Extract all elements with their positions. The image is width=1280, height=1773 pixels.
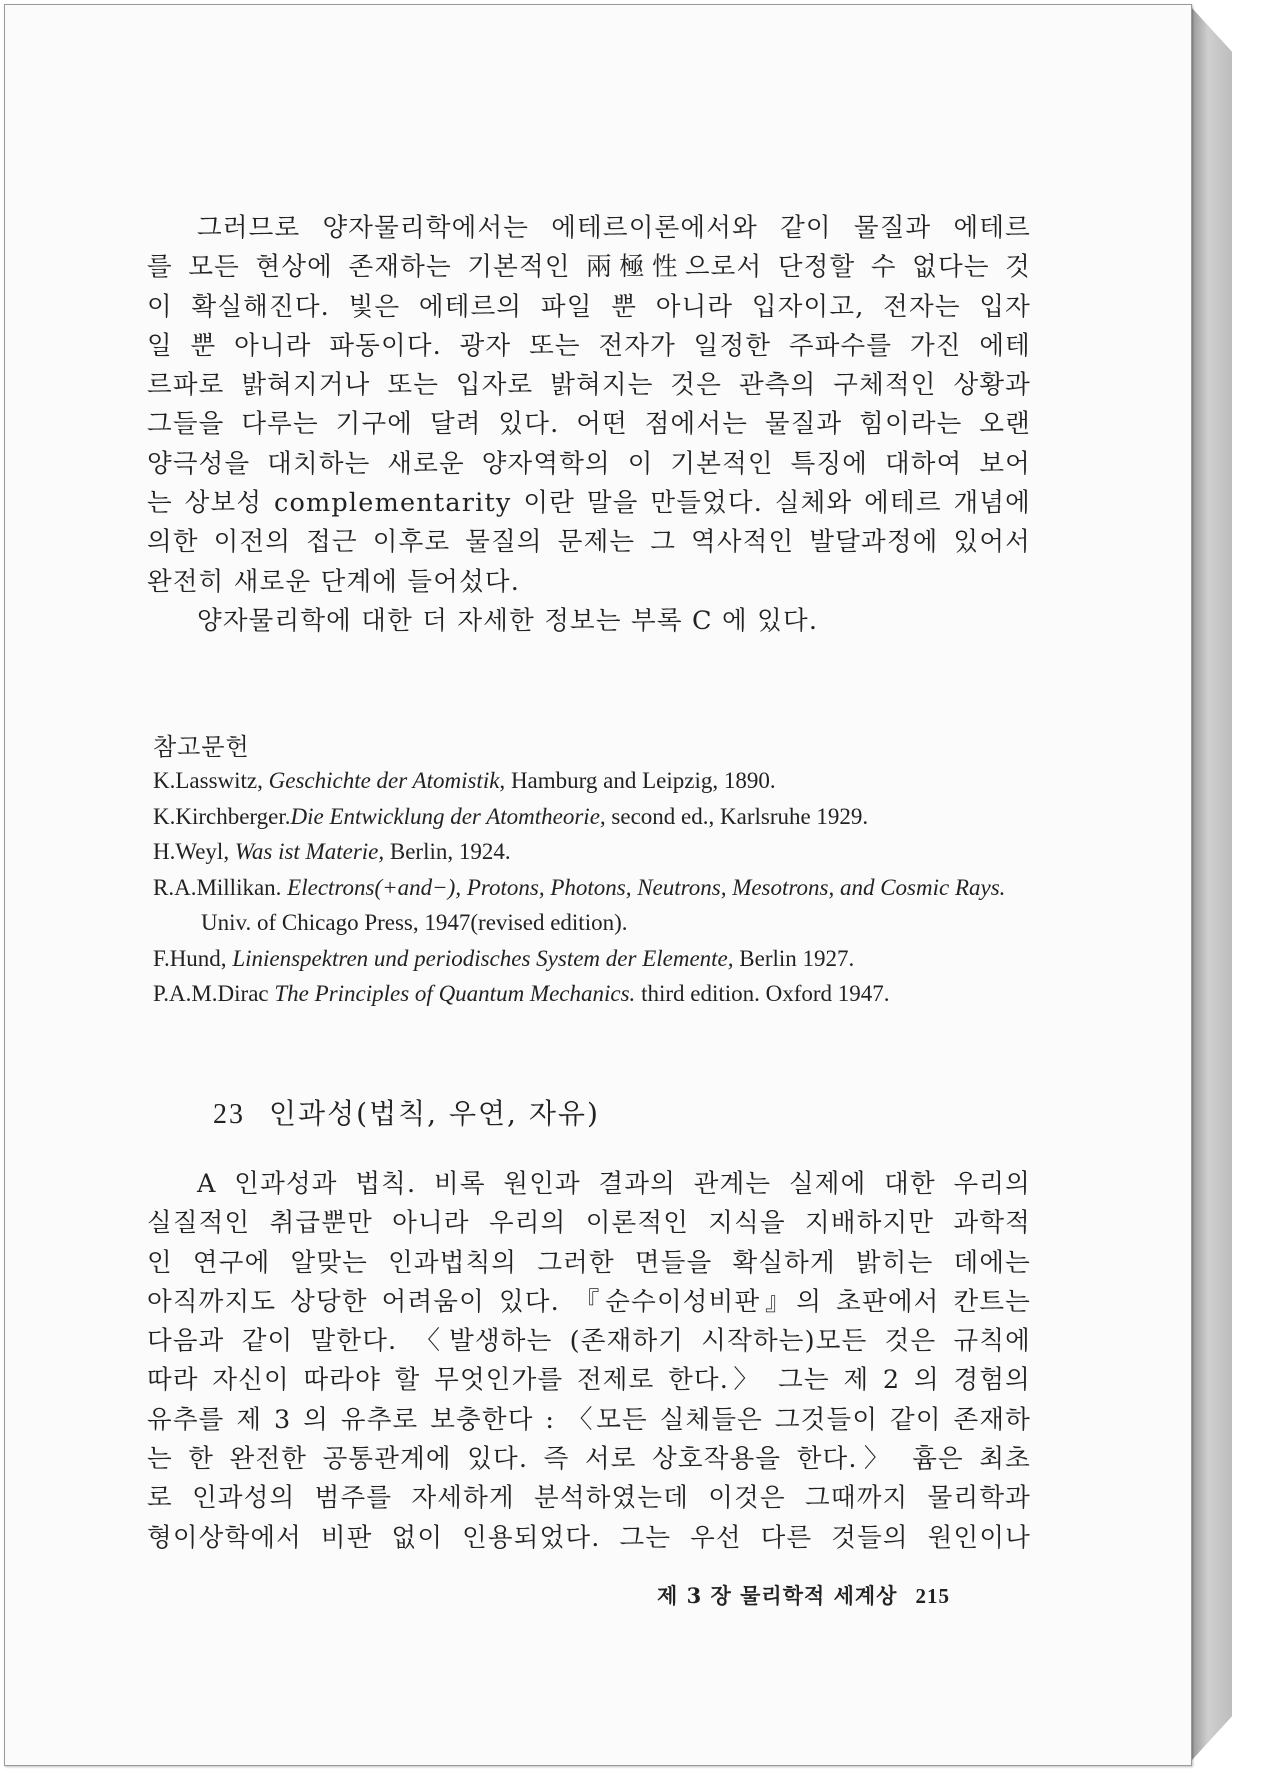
- text-line: 그들을 다루는 기구에 달려 있다. 어떤 점에서는 물질과 힘이라는 오랜: [147, 409, 1031, 440]
- references-list: [153, 763, 1033, 1012]
- text-line: 완전히 새로운 단계에 들어섰다.: [147, 566, 521, 597]
- page-footer: [657, 1580, 950, 1610]
- section-heading: [213, 1092, 600, 1132]
- text-line: 르파로 밝혀지거나 또는 입자로 밝혀지는 것은 관측의 구체적인 상황과: [147, 370, 1031, 401]
- references-heading: 참고문헌: [153, 733, 250, 761]
- section-title-text: 인과성(법칙, 우연, 자유): [269, 1097, 600, 1130]
- paragraph-appendix-note: [147, 602, 1031, 641]
- reference-item: K.Kirchberger.Die Entwicklung der Atomtheorie, second ed., Karlsruhe 1929.: [153, 803, 869, 829]
- chapter-label: 제 3 장 물리학적 세계상: [657, 1583, 898, 1608]
- text-line: 형이상학에서 비판 없이 인용되었다. 그는 우선 다른 것들의 원인이나: [147, 1522, 1031, 1553]
- text-line: 일 뿐 아니라 파동이다. 광자 또는 전자가 일정한 주파수를 가진 에테: [147, 330, 1031, 361]
- text-line: 다음과 같이 말한다. 〈발생하는 (존재하기 시작하는)모든 것은 규칙에: [147, 1326, 1031, 1357]
- text-line: 를 모든 현상에 존재하는 기본적인 兩極性으로서 단정할 수 없다는 것: [147, 252, 1031, 283]
- reference-item: F.Hund, Linienspektren und periodisches System der Elemente, Berlin 1927.: [153, 945, 855, 971]
- text-line: 아직까지도 상당한 어려움이 있다. 『순수이성비판』의 초판에서 칸트는: [147, 1286, 1031, 1317]
- text-line: 그러므로 양자물리학에서는 에테르이론에서와 같이 물질과 에테르: [197, 213, 1031, 243]
- text-line: 는 상보성 complementarity 이란 말을 만들었다. 실체와 에테르 개념에: [147, 488, 1031, 519]
- text-line: 의한 이전의 접근 이후로 물질의 문제는 그 역사적인 발달과정에 있어서: [147, 527, 1031, 558]
- section-number: 23: [213, 1099, 245, 1130]
- text-line: 유추를 제 3 의 유추로 보충한다 : 〈모든 실체들은 그것들이 같이 존재하: [147, 1404, 1031, 1435]
- paragraph-3: [147, 1165, 1031, 1558]
- text-line: 이 확실해진다. 빛은 에테르의 파일 뿐 아니라 입자이고, 전자는 입자: [147, 291, 1031, 322]
- reference-item-continuation: Univ. of Chicago Press, 1947(revised edition).: [201, 910, 628, 935]
- text-line: 따라 자신이 따라야 할 무엇인가를 전제로 한다.〉 그는 제 2 의 경험의: [147, 1365, 1031, 1396]
- text-line: A 인과성과 법칙. 비록 원인과 결과의 관계는 실제에 대한 우리의: [197, 1169, 1031, 1199]
- text-line: 실질적인 취급뿐만 아니라 우리의 이론적인 지식을 지배하지만 과학적: [147, 1208, 1031, 1239]
- text-line: 로 인과성의 범주를 자세하게 분석하였는데 이것은 그때까지 물리학과: [147, 1483, 1031, 1514]
- text-line: 양자물리학에 대한 더 자세한 정보는 부록 C 에 있다.: [197, 605, 819, 636]
- book-page: [4, 4, 1192, 1766]
- paragraph-causality: [147, 1165, 1031, 1558]
- text-line: 양극성을 대치하는 새로운 양자역학의 이 기본적인 특징에 대하여 보어: [147, 448, 1031, 479]
- reference-item: P.A.M.Dirac The Principles of Quantum Mechanics. third edition. Oxford 1947.: [153, 981, 890, 1006]
- paragraph-quantum-physics: [147, 209, 1031, 602]
- reference-item: R.A.Millikan. Electrons(+and−), Protons, Photons, Neutrons, Mesotrons, and Cosmic Rays.: [153, 874, 1006, 900]
- reference-item: K.Lasswitz, Geschichte der Atomistik, Hamburg and Leipzig, 1890.: [153, 768, 776, 793]
- text-line: 인 연구에 알맞는 인과법칙의 그러한 면들을 확실하게 밝히는 데에는: [147, 1247, 1031, 1278]
- page-number: 215: [915, 1584, 950, 1608]
- text-line: 는 한 완전한 공통관계에 있다. 즉 서로 상호작용을 한다.〉 흄은 최초: [147, 1444, 1031, 1475]
- book-page-edge: [1192, 8, 1232, 1760]
- paragraph-1: [147, 209, 1031, 641]
- reference-item: H.Weyl, Was ist Materie, Berlin, 1924.: [153, 839, 511, 864]
